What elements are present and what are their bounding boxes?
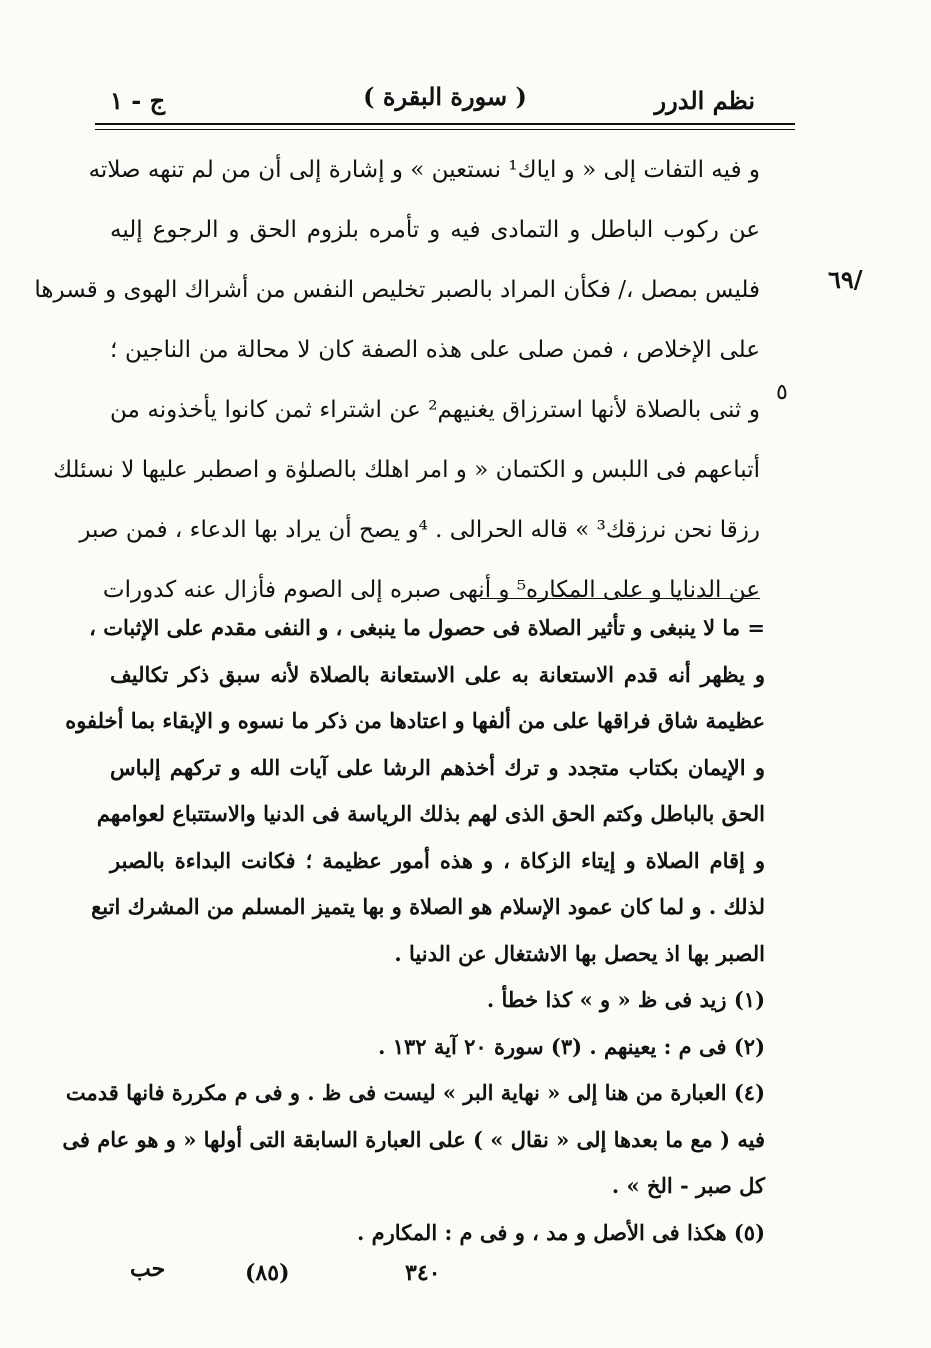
footnotes-block <box>62 605 765 1256</box>
footnote: كل صبر - الخ » . <box>611 1173 765 1198</box>
footnote-separator <box>480 598 760 599</box>
margin-page-reference: /٦٩ <box>828 265 863 294</box>
main-line: على الإخلاص ، فمن صلى على هذه الصفة كان لا محالة من الناجين ؛ <box>110 337 760 363</box>
note-line: = ما لا ينبغى و تأثير الصلاة فى حصول ما ينبغى ، و النفى مقدم على الإثبات ، <box>89 615 765 640</box>
note-line: الصبر بها اذ يحصل بها الاشتغال عن الدنيا . <box>394 940 765 966</box>
main-line: أتباعهم فى اللبس و الكتمان « و امر اهلك بالصلوٰة و اصطبر عليها لا نسئلك <box>53 457 760 483</box>
main-text <box>34 140 760 620</box>
footnote: (٥) هكذا فى الأصل و مد ، و فى م : المكارم . <box>357 1219 765 1245</box>
note-line: الحق بالباطل وكتم الحق الذى لهم بذلك الرياسة فى الدنيا والاستتباع لعوامهم <box>96 801 765 826</box>
footnote: (٤) العبارة من هنا إلى « نهاية البر » ليست فى ظ . و فى م مكررة فانها قدمت <box>65 1080 765 1105</box>
header-rule-thin <box>95 129 795 130</box>
page-footer <box>120 1250 720 1290</box>
main-line: رزقا نحن نرزقك³ » قاله الحرالى . ⁴و يصح أن يراد بها الدعاء ، فمن صبر <box>79 517 760 543</box>
main-line: و ثنى بالصلاة لأنها استرزاق يغنيهم² عن اشتراء ثمن كانوا يأخذونه من <box>110 397 760 423</box>
note-line: و يظهر أنه قدم الاستعانة به على الاستعانة بالصلاة لأنه سبق ذكر تكاليف <box>110 661 765 687</box>
note-line: لذلك . و لما كان عمود الإسلام هو الصلاة و بها يتميز المسلم من المشرك اتبع <box>91 894 765 919</box>
printer-signature: حب <box>130 1256 166 1282</box>
page-number: ٣٤٠ <box>405 1260 441 1286</box>
note-line: و إقام الصلاة و إيتاء الزكاة ، و هذه أمور عظيمة ؛ فكانت البداءة بالصبر <box>110 847 765 873</box>
main-line: عن الدنايا و على المكاره⁵ و أنهى صبره إلى الصوم فأزال عنه كدورات <box>102 577 760 603</box>
footnote: فيه ( مع ما بعدها إلى « نقال » ) على العبارة السابقة التى أولها « و هو عام فى <box>62 1126 765 1152</box>
note-line: عظيمة شاق فراقها على من ألفها و اعتادها من ذكر ما نسوه و الإبقاء بما أخلفوه <box>65 708 765 733</box>
header-rule-thick <box>95 123 795 125</box>
footnote: (١) زيد فى ظ « و » كذا خطأ . <box>486 987 765 1012</box>
note-line: و الإيمان بكتاب متجدد و ترك أخذهم الرشا على آيات الله و تركهم إلباس <box>110 754 765 780</box>
footnote: (٢) فى م : يعينهم . (٣) سورة ٢٠ آية ١٣٢ . <box>378 1033 765 1059</box>
main-line: فليس بمصل ،/ فكأن المراد بالصبر تخليص النفس من أشراك الهوى و قسرها <box>34 277 760 303</box>
volume-label: ج - ١ <box>110 86 166 115</box>
section-number: (٨٥) <box>245 1260 290 1286</box>
main-line: عن ركوب الباطل و التمادى فيه و تأمره بلزوم الحق و الرجوع إليه <box>110 217 760 243</box>
surah-title: ( سورة البقرة ) <box>363 82 527 111</box>
main-line: و فيه التفات إلى « و اياك¹ نستعين » و إشارة إلى أن من لم تنهه صلاته <box>88 157 760 183</box>
line-number: ٥ <box>776 380 788 405</box>
book-title: نظم الدرر <box>654 86 755 115</box>
page-header <box>95 72 795 124</box>
